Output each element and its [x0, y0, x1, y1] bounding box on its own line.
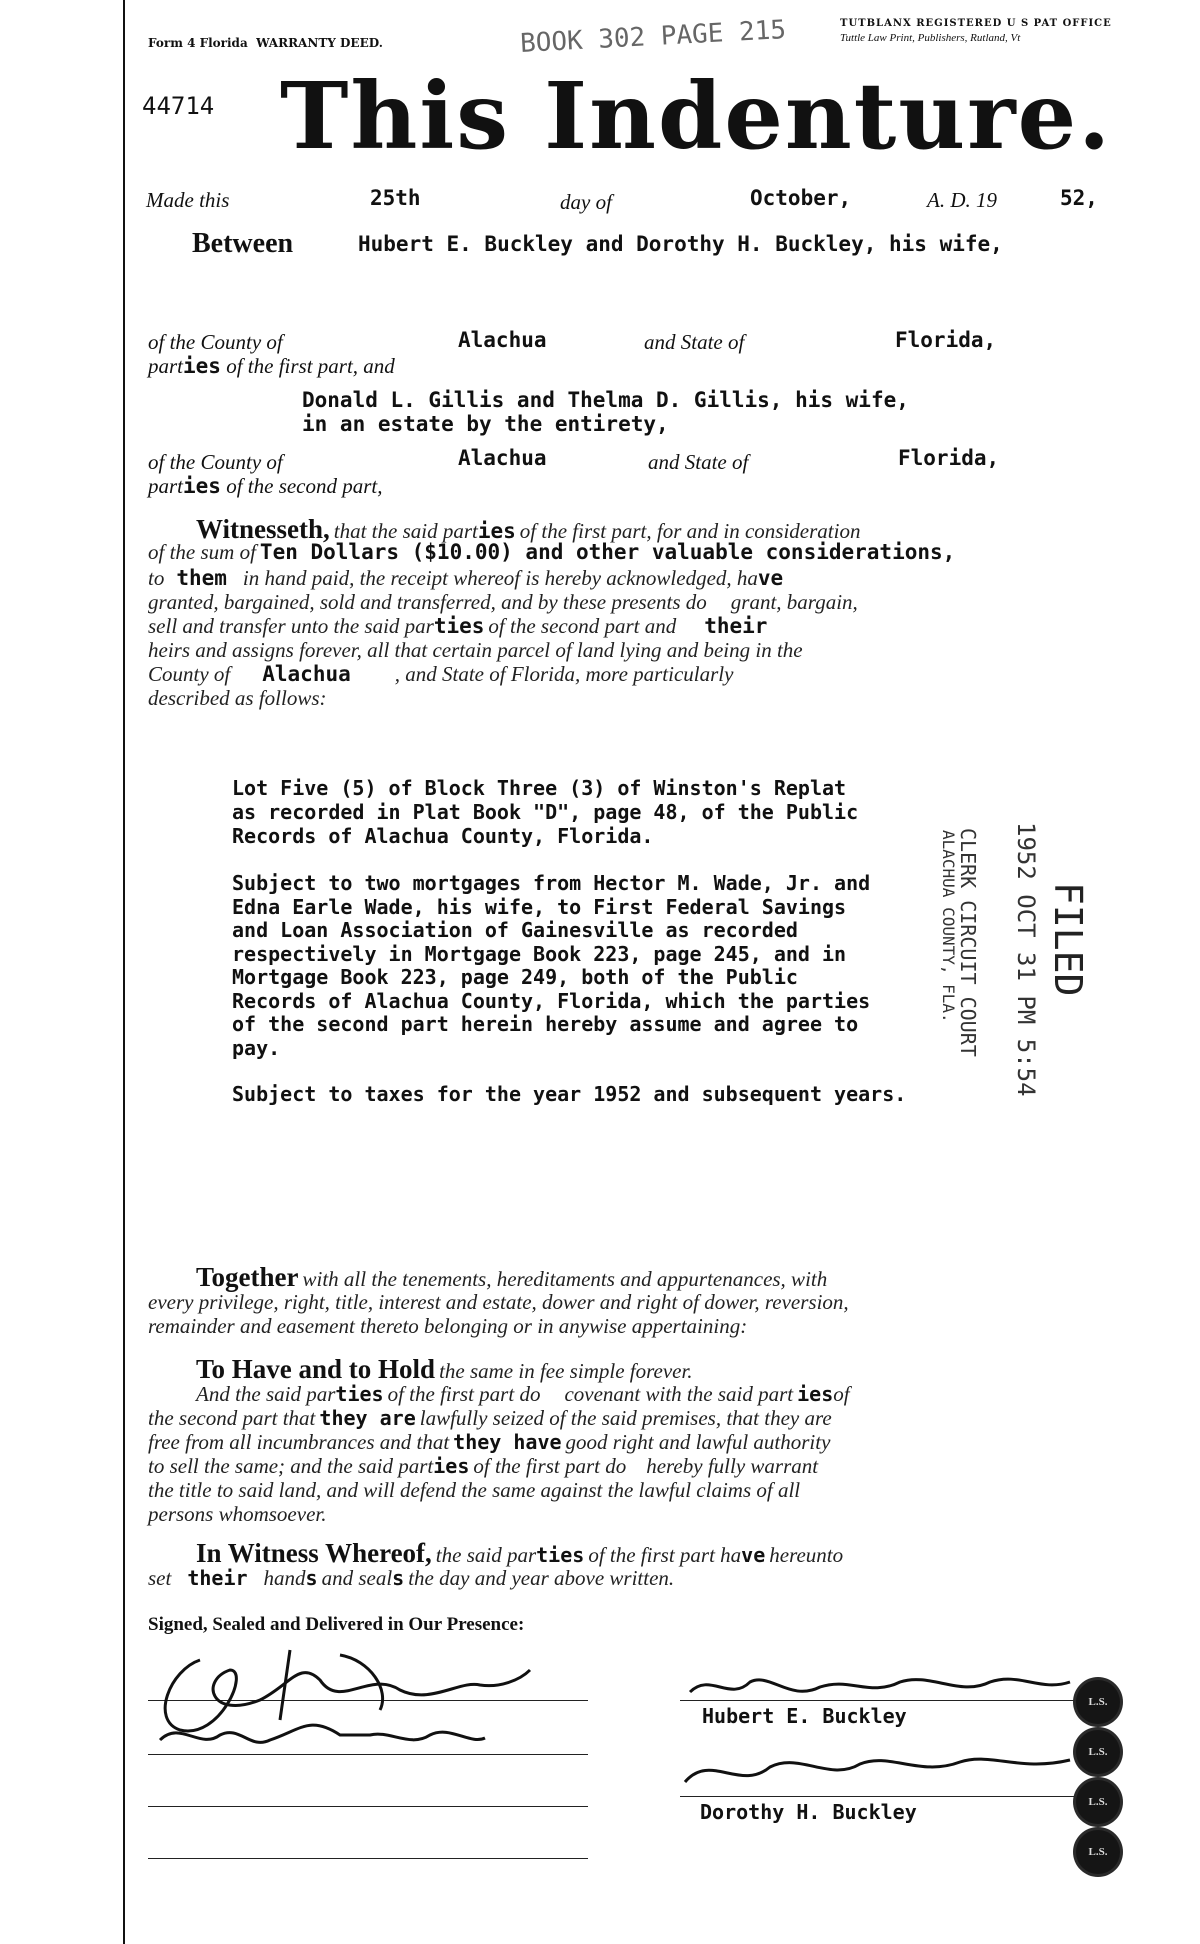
habendum-line-2: And the said parties of the first part do covenant with the said part iesof: [196, 1382, 850, 1406]
ad-label: A. D. 19: [927, 188, 997, 212]
in-witness-line-1: In Witness Whereof, the said parties of the first part have hereunto: [196, 1538, 844, 1568]
between-label: Between: [192, 228, 294, 259]
witnesseth-line-3: to them in hand paid, the receipt whereof is hereby acknowledged, have: [148, 566, 784, 590]
witnesseth-line-4: granted, bargained, sold and transferred, and by these presents do grant, bargain,: [148, 590, 858, 614]
second-county-label: of the County of: [148, 450, 283, 474]
habendum-line-7: persons whomsoever.: [148, 1502, 327, 1526]
witness-signatures: [140, 1630, 600, 1770]
year-value: 52,: [1060, 186, 1098, 210]
page-title: This Indenture.: [280, 62, 1113, 170]
witnesseth-line-8: described as follows:: [148, 686, 327, 710]
witness-signature-2: [160, 1725, 485, 1742]
left-margin-rule: [123, 0, 125, 1944]
seal-2: L.S.: [1076, 1730, 1120, 1774]
publisher-line-1: TUTBLANX REGISTERED U S PAT OFFICE: [840, 18, 1112, 29]
first-county-value: Alachua: [458, 328, 547, 352]
second-parties-line: parties of the second part,: [148, 474, 383, 498]
form-label: Form 4 Florida WARRANTY DEED.: [148, 36, 383, 50]
legal-paragraph-3: Subject to taxes for the year 1952 and subsequent years.: [232, 1082, 907, 1106]
publisher-line-2: Tuttle Law Print, Publishers, Rutland, Vt: [840, 32, 1021, 44]
made-this-label: Made this: [146, 188, 230, 212]
seal-3: L.S.: [1076, 1780, 1120, 1824]
day-value: 25th: [370, 186, 421, 210]
first-county-label: of the County of: [148, 330, 283, 354]
grantees-line-2: in an estate by the entirety,: [302, 412, 669, 436]
filed-datetime-stamp: 1952 OCT 31 PM 5:54: [1012, 822, 1040, 1097]
grantor-1-typed-name: Hubert E. Buckley: [702, 1704, 907, 1728]
in-witness-line-2: set their hands and seals the day and year above written.: [148, 1566, 675, 1590]
filed-stamp: FILED: [1046, 882, 1090, 997]
witnesseth-line-5: sell and transfer unto the said parties of the second part and their: [148, 614, 768, 638]
grantees-line-1: Donald L. Gillis and Thelma D. Gillis, his wife,: [302, 388, 909, 412]
witnesseth-line-6: heirs and assigns forever, all that certain parcel of land lying and being in the: [148, 638, 803, 662]
witness-signature-1: [165, 1660, 530, 1731]
habendum-line-6: the title to said land, and will defend the same against the lawful claims of all: [148, 1478, 801, 1502]
first-state-label: and State of: [644, 330, 745, 354]
together-line-1: Together with all the tenements, hereditaments and appurtenances, with: [196, 1262, 828, 1292]
grantors-names: Hubert E. Buckley and Dorothy H. Buckley, his wife,: [358, 232, 1003, 256]
grantor-signature-2: [685, 1759, 1070, 1782]
together-line-3: remainder and easement thereto belonging or in anywise appertaining:: [148, 1314, 748, 1338]
legal-paragraph-1: Lot Five (5) of Block Three (3) of Winston's Replat as recorded in Plat Book "D", page 48, of the Public Records of Alachua County, Florida.: [232, 776, 859, 848]
book-page-stamp: BOOK 302 PAGE 215: [519, 15, 787, 59]
witnesseth-line-7: County of Alachua , and State of Florida, more particularly: [148, 662, 734, 686]
seal-1: L.S.: [1076, 1680, 1120, 1724]
habendum-line-4: free from all incumbrances and that they have good right and lawful authority: [148, 1430, 831, 1454]
grantor-signature-1: [690, 1679, 1070, 1692]
presence-label: Signed, Sealed and Delivered in Our Presence:: [148, 1614, 525, 1635]
month-value: October,: [750, 186, 852, 210]
witness-line-3: [148, 1806, 588, 1807]
legal-paragraph-2: Subject to two mortgages from Hector M. Wade, Jr. and Edna Earle Wade, his wife, to First Federal Savings and Loan Association of Gainesville as recorded respectively in Mortgage Book 223, page 245, and in Mortgage Book 223, page 249, both of the Public Records of Alachua County, Florida, which the parties of the second part herein hereby assume and agree to pay.: [232, 871, 871, 1060]
grantor-2-typed-name: Dorothy H. Buckley: [700, 1800, 917, 1824]
second-state-label: and State of: [648, 450, 749, 474]
clerk-stamp: CLERK CIRCUIT COURT: [956, 828, 980, 1057]
together-line-2: every privilege, right, title, interest and estate, dower and right of dower, reversion,: [148, 1290, 849, 1314]
second-county-value: Alachua: [458, 446, 547, 470]
first-parties-line: parties of the first part, and: [148, 354, 395, 378]
seal-4: L.S.: [1076, 1830, 1120, 1874]
first-state-value: Florida,: [895, 328, 997, 352]
document-number: 44714: [142, 92, 215, 120]
witnesseth-line-2: of the sum of Ten Dollars ($10.00) and other valuable considerations,: [148, 540, 956, 564]
witness-line-4: [148, 1858, 588, 1859]
habendum-line-1: To Have and to Hold the same in fee simple forever.: [196, 1354, 693, 1384]
habendum-line-3: the second part that they are lawfully seized of the said premises, that they are: [148, 1406, 832, 1430]
habendum-line-5: to sell the same; and the said parties of the first part do hereby fully warrant: [148, 1454, 819, 1478]
second-state-value: Florida,: [898, 446, 1000, 470]
witnesseth-line-1: Witnesseth, that the said parties of the first part, for and in consideration: [196, 514, 861, 544]
day-of-label: day of: [560, 190, 612, 214]
county-stamp: ALACHUA COUNTY, FLA.: [939, 830, 958, 1023]
